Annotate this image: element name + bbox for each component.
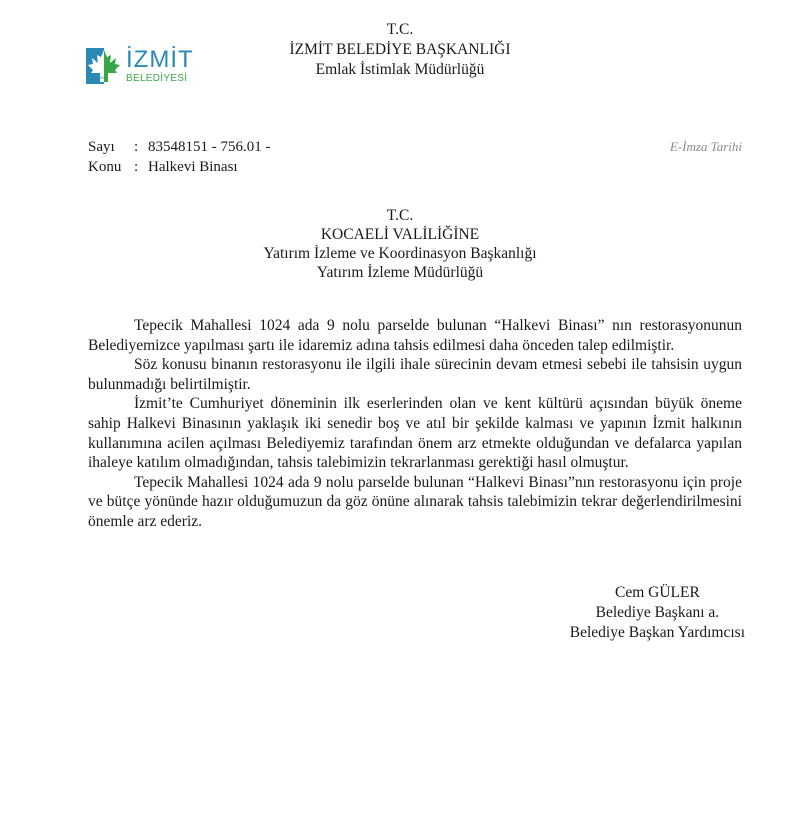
letterhead-line-1: T.C. bbox=[386, 21, 414, 38]
letterhead-line-3: Emlak İstimlak Müdürlüğü bbox=[315, 61, 485, 78]
separator: : bbox=[134, 159, 139, 175]
esign-date-label: E-İmza Tarihi bbox=[669, 139, 742, 154]
body-paragraph: Tepecik Mahallesi 1024 ada 9 nolu parselde bulunan “Halkevi Binası”nın restorasyonu için proje ve bütçe yönünde hazır olduğumuzun da göz önüne alınarak tahsis talebimizin tekrar değerlendirilmesini önemle arz ederiz. bbox=[88, 473, 742, 530]
document-meta bbox=[88, 137, 271, 177]
letter-body bbox=[88, 316, 742, 532]
recipient-line-1: T.C. bbox=[386, 207, 414, 224]
body-paragraph: Tepecik Mahallesi 1024 ada 9 nolu parselde bulunan “Halkevi Binası” nın restorasyonunun Belediyemizce yapılması şartı ile idaremiz adına tahsis edilmesi daha önceden talep edilmiştir. bbox=[88, 317, 742, 354]
separator: : bbox=[134, 139, 139, 155]
signatory-name: Cem GÜLER bbox=[614, 584, 700, 601]
letterhead-line-2: İZMİT BELEDİYE BAŞKANLIĞI bbox=[289, 41, 511, 58]
konu-label: Konu bbox=[88, 159, 122, 175]
svg-text:1930: 1930 bbox=[95, 75, 104, 80]
signature-block bbox=[570, 583, 745, 643]
sayi-row bbox=[88, 137, 271, 157]
signatory-title-1: Belediye Başkanı a. bbox=[595, 604, 720, 621]
logo-name: İZMİT bbox=[126, 46, 194, 73]
konu-value: Halkevi Binası bbox=[148, 159, 238, 175]
body-paragraph: İzmit’te Cumhuriyet döneminin ilk eserlerinden olan ve kent kültürü açısından büyük öneme sahip Halkevi Binasının yaklaşık iki senedir boş ve atıl bir şekilde kalması ve yapının İzmit halkının kullanımına acilen açılması Belediyemiz tarafından önem arz etmekte olduğundan ve defalarca yapılan ihaleye katılım olmadığından, tahsis talebimizin tekrarlanması gerektiği hasıl olmuştur. bbox=[88, 395, 742, 472]
recipient-line-4: Yatırım İzleme Müdürlüğü bbox=[316, 264, 484, 281]
sayi-value: 83548151 - 756.01 - bbox=[148, 139, 271, 155]
sayi-label: Sayı bbox=[88, 139, 115, 155]
signatory-title-2: Belediye Başkan Yardımcısı bbox=[569, 624, 745, 641]
recipient-block bbox=[0, 206, 800, 282]
konu-row bbox=[88, 157, 271, 177]
body-paragraph: Söz konusu binanın restorasyonu ile ilgili ihale sürecinin devam etmesi sebebi ile tahsisin uygun bulunmadığı belirtilmiştir. bbox=[88, 356, 742, 393]
recipient-line-2: KOCAELİ VALİLİĞİNE bbox=[320, 226, 480, 243]
recipient-line-3: Yatırım İzleme ve Koordinasyon Başkanlığı bbox=[263, 245, 537, 262]
letterhead bbox=[0, 20, 800, 80]
logo-subtitle: BELEDİYESİ bbox=[126, 73, 188, 84]
